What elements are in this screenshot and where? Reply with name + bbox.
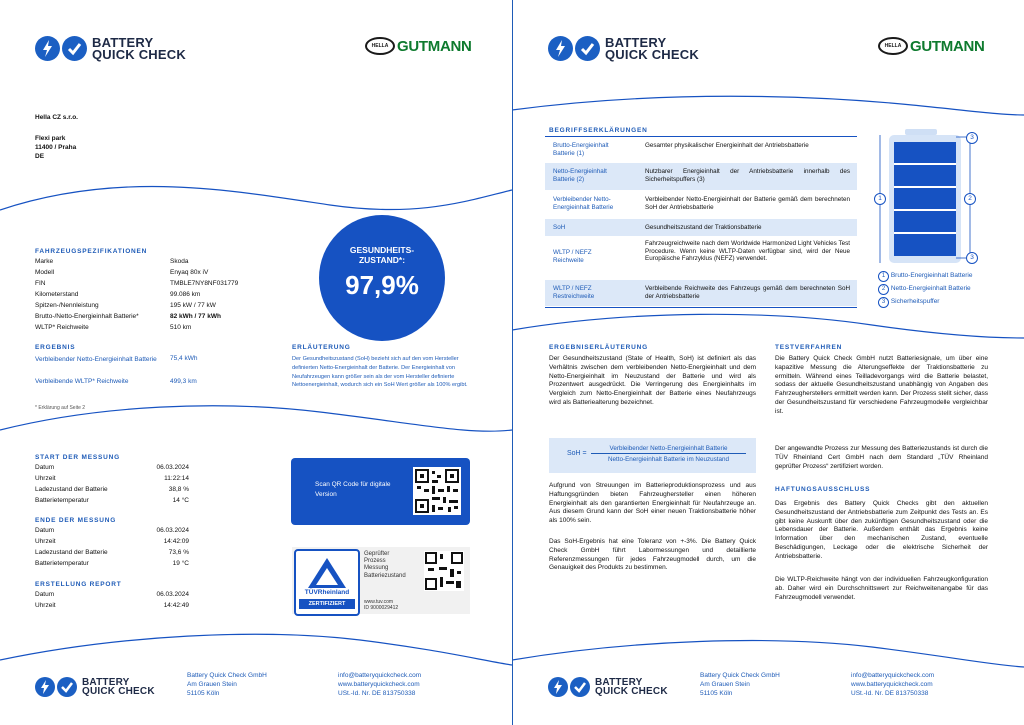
glossary-row: WLTP / NEFZ Reichweite Fahrzeugreichweite nach dem Worldwide Harmonized Light Vehicles Test Procedure. Wenn keine WLTP-Daten verfügbar sind, wird der Neue Europäische Fahrzyklus (NEFZ) verwendet.: [553, 240, 850, 264]
bolt-icon: [548, 36, 573, 61]
result-explanation-p2: Aufgrund von Streuungen im Batterieproduktionsprozess und aus Haftungsgründen bieten Fahrzeughersteller einen höheren Energieinhalt als den garantierten Energieinhalt für Neufahrzeuge an. Aus diesem Grund kann der SoH einer neuen Traktionsbatterie höher als 100% sein.: [549, 482, 756, 525]
footnote: * Erklärung auf Seite 2: [35, 405, 86, 411]
logo-line2: QUICK CHECK: [92, 46, 186, 62]
soh-circle: [319, 215, 445, 341]
explanation-text: Der Gesundheitszustand (SoH) bezieht sich auf den vom Hersteller definierten Netto-Energieinhalt der Batterie. Der Energieinhalt von Neufahrzeugen kann größer sein als der vom Hersteller definierte Nettoenergieinhalt, wodurch sich ein SoH Wert größer als 100% ergibt.: [292, 356, 468, 389]
hella-mark: HELLA: [365, 37, 395, 55]
remaining-range-value: 499,3 km: [170, 378, 197, 385]
soh-value: 97,9%: [345, 270, 419, 300]
tuv-triangle-icon: [296, 554, 358, 594]
footer-web-link[interactable]: www.batteryquickcheck.com: [338, 681, 420, 688]
check-icon: [57, 677, 77, 697]
wave-divider-bottom: [512, 625, 1024, 675]
marker-3-bottom: 3: [966, 252, 978, 264]
recipient-country: DE: [35, 153, 45, 160]
legend-item: 1 Brutto-Energieinhalt Batterie: [878, 269, 972, 282]
marker-3-top: 3: [966, 132, 978, 144]
tuv-brand: TÜVRheinland: [304, 589, 350, 596]
footer-address-p2: Battery Quick Check GmbH Am Grauen Stein 51105 Köln: [700, 672, 780, 697]
formula-denominator: Netto-Energieinhalt Batterie im Neuzustand: [607, 456, 730, 463]
liability-p1: Das Ergebnis des Battery Quick Checks gibt den aktuellen Gesundheitszustand der Antriebsbatterie zum Zeitpunkt des Tests an. Es gibt keine Auskunft über den zukünftigen Gesundheitszustand oder die Lebensdauer der Batterie. Außerdem enthält das Ergebnis keine Information über den mechanischen Zustand, eventuelle Beschädigungen, Leckage oder die elektrische Sicherheit der Antriebsbatterie.: [775, 500, 988, 560]
battery-quick-check-logo: [35, 36, 186, 61]
footer-contact-p2: [851, 671, 934, 698]
glossary-row: SoH Gesundheitszustand der Traktionsbatterie: [545, 219, 857, 236]
check-icon: [62, 36, 87, 61]
logo-line1: BATTERY: [92, 34, 154, 50]
glossary-row: Verbleibender Netto-Energieinhalt Batterie Verbleibender Netto-Energieinhalt der Batterie gemäß dem berechneten SoH der Antriebsbatterie: [553, 196, 850, 211]
marker-2: 2: [964, 193, 976, 205]
footer-logo: BATTERY QUICK CHECK: [35, 677, 155, 697]
wave-divider-middle: [0, 390, 512, 450]
test-procedure-title: TESTVERFAHREN: [775, 344, 843, 351]
remaining-range-label: Verbleibende WLTP* Reichweite: [35, 378, 129, 385]
recipient-company: Hella CZ s.r.o.: [35, 114, 78, 121]
qr-box-text: Scan QR Code für digitale Version: [315, 481, 391, 498]
result-explanation-title: ERGEBNISERLÄUTERUNG: [549, 344, 648, 351]
liability-p2: Die WLTP-Reichweite hängt von der individuellen Fahrzeugkonfiguration ab. Daher wird ein Durchschnittswert zur Reichweitenangabe für das Fahrzeugmodell verwendet.: [775, 576, 988, 601]
glossary-row: Netto-Energieinhalt Batterie (2) Nutzbarer Energieinhalt der Antriebsbatterie innerhalb des Sicherheitspuffers (3): [545, 163, 857, 190]
footer-address: Battery Quick Check GmbH Am Grauen Stein 51105 Köln: [187, 672, 267, 697]
footer-vat: USt.-Id. Nr. DE 813750338: [851, 690, 929, 697]
footer-web-link[interactable]: www.batteryquickcheck.com: [851, 681, 933, 688]
recipient-street: Flexi park: [35, 135, 66, 142]
formula-lhs: SoH =: [567, 450, 587, 457]
recipient-address: [35, 113, 78, 161]
bolt-icon: [35, 36, 60, 61]
soh-formula: [549, 438, 756, 473]
gutmann-wordmark: GUTMANN: [397, 37, 472, 55]
report-creation-table: Datum 06.03.2024 Uhrzeit 14:42:49: [35, 591, 189, 609]
wave-divider-top: [512, 80, 1024, 130]
glossary-title: BEGRIFFSERKLÄRUNGEN: [549, 127, 648, 134]
digital-version-qr-box[interactable]: [291, 458, 470, 525]
hella-gutmann-logo: [365, 37, 472, 55]
glossary-row: WLTP / NEFZ Restreichweite Verbleibende Reichweite des Fahrzeugs gemäß dem berechneten SoH der Antriebsbatterie: [545, 280, 857, 306]
result-explanation-p3: Das SoH-Ergebnis hat eine Toleranz von +-3%. Die Battery Quick Check GmbH führt Labormessungen und detaillierte Referenzmessungen für jedes Fahrzeugmodell durch, um die Genauigkeit des Produkts zu bestimmen.: [549, 538, 756, 572]
tuv-badge: ZERTIFIZIERT: [299, 599, 355, 609]
liability-title: HAFTUNGSAUSSCHLUSS: [775, 486, 871, 493]
footer-vat: USt.-Id. Nr. DE 813750338: [338, 690, 416, 697]
check-icon: [575, 36, 600, 61]
glossary-row: Brutto-Energieinhalt Batterie (1) Gesamter physikalischer Energieinhalt der Antriebsbatterie: [553, 142, 809, 157]
result-table: [35, 355, 275, 395]
measurement-end-title: ENDE DER MESSUNG: [35, 517, 117, 524]
qr-code[interactable]: [413, 467, 461, 515]
formula-numerator: Verbleibender Netto-Energieinhalt Batterie: [591, 445, 746, 454]
soh-label: GESUNDHEITS-ZUSTAND*:: [349, 245, 415, 265]
battery-legend: [878, 269, 972, 308]
tuv-qr-code: [424, 551, 464, 591]
result-explanation-p1: Der Gesundheitszustand (State of Health, SoH) ist definiert als das Verhältnis zwischen dem verbleibenden Netto-Energieinhalt und dem Netto-Energieinhalt im Neuzustand der Batterie und wird als Prozentwert ausgedrückt. Die Verringerung des Energieinhalts im Vergleich zum Netto-Energieinhalt der Batterie eines Neufahrzeugs wird als Batteriealterung bezeichnet.: [549, 355, 756, 406]
glossary-bottom-rule: [545, 307, 857, 308]
vehicle-spec-table: Marke Skoda Modell Enyaq 80x iV FIN TMBLE7NY8NF031779 Kilometerstand 99.086 km Spitzen-/Nennleistung 195 kW / 77 kW Brutto-/Netto-Energieinhalt Batterie* 82 kWh / 77 kWh WLTP* Reichweite 510 km: [35, 258, 239, 331]
footer-logo-p2: BATTERY QUICK CHECK: [548, 677, 668, 697]
report-creation-title: ERSTELLUNG REPORT: [35, 581, 122, 588]
battery-quick-check-logo-p2: BATTERY QUICK CHECK: [548, 36, 699, 61]
tuv-text: Geprüfter Prozess Messung Batteriezustand: [364, 551, 406, 579]
tuv-seal: [294, 549, 360, 616]
remaining-energy-value: 75,4 kWh: [170, 355, 198, 362]
recipient-city: 11400 / Praha: [35, 144, 77, 151]
test-procedure-p1: Die Battery Quick Check GmbH nutzt Batteriesignale, um über eine kapazitive Messung die Alterungseffekte der Traktionsbatterie zu ermitteln. Während eines Teilladevorgangs wird die Batterie belastet, sodass der aktuelle Gesundheitszustand unabhängig von Angaben des Fahrzeugherstellers ermittelt werden kann. Der Prozess stellt sicher, dass der Gesundheitszustand für verschiedene Fahrzeugmodelle vergleichbar ist.: [775, 355, 988, 415]
measurement-end-table: Datum 06.03.2024 Uhrzeit 14:42:09 Ladezustand der Batterie 73,6 % Batterietemperatur 19 °C: [35, 527, 189, 567]
tuv-certificate: [292, 547, 470, 614]
hella-gutmann-logo-p2: HELLA GUTMANN: [878, 37, 985, 55]
vehicle-spec-title: FAHRZEUGSPEZIFIKATIONEN: [35, 248, 148, 255]
measurement-start-title: START DER MESSUNG: [35, 454, 120, 461]
test-procedure-p2: Der angewandte Prozess zur Messung des Batteriezustands ist durch die TÜV Rheinland Cert GmbH nach dem Standard „TÜV Rheinland geprüfter Prozess“ zertifiziert worden.: [775, 445, 988, 470]
legend-item: 3 Sicherheitspuffer: [878, 295, 972, 308]
check-icon: [570, 677, 590, 697]
remaining-energy-label: Verbleibender Netto-Energieinhalt Batterie: [35, 356, 157, 363]
marker-1: 1: [874, 193, 886, 205]
glossary-rule: [545, 136, 857, 137]
bolt-icon: [35, 677, 55, 697]
footer-contact: [338, 671, 421, 698]
footer-email-link[interactable]: info@batteryquickcheck.com: [338, 672, 422, 679]
result-title: ERGEBNIS: [35, 344, 76, 351]
legend-item: 2 Netto-Energieinhalt Batterie: [878, 282, 972, 295]
explanation-title: ERLÄUTERUNG: [292, 344, 351, 351]
bolt-icon: [548, 677, 568, 697]
tuv-url-id: www.tuv.com ID 9000029412: [364, 599, 399, 611]
measurement-start-table: Datum 06.03.2024 Uhrzeit 11:22:14 Ladezustand der Batterie 38,8 % Batterietemperatur 14 °C: [35, 464, 189, 504]
footer-email-link[interactable]: info@batteryquickcheck.com: [851, 672, 935, 679]
